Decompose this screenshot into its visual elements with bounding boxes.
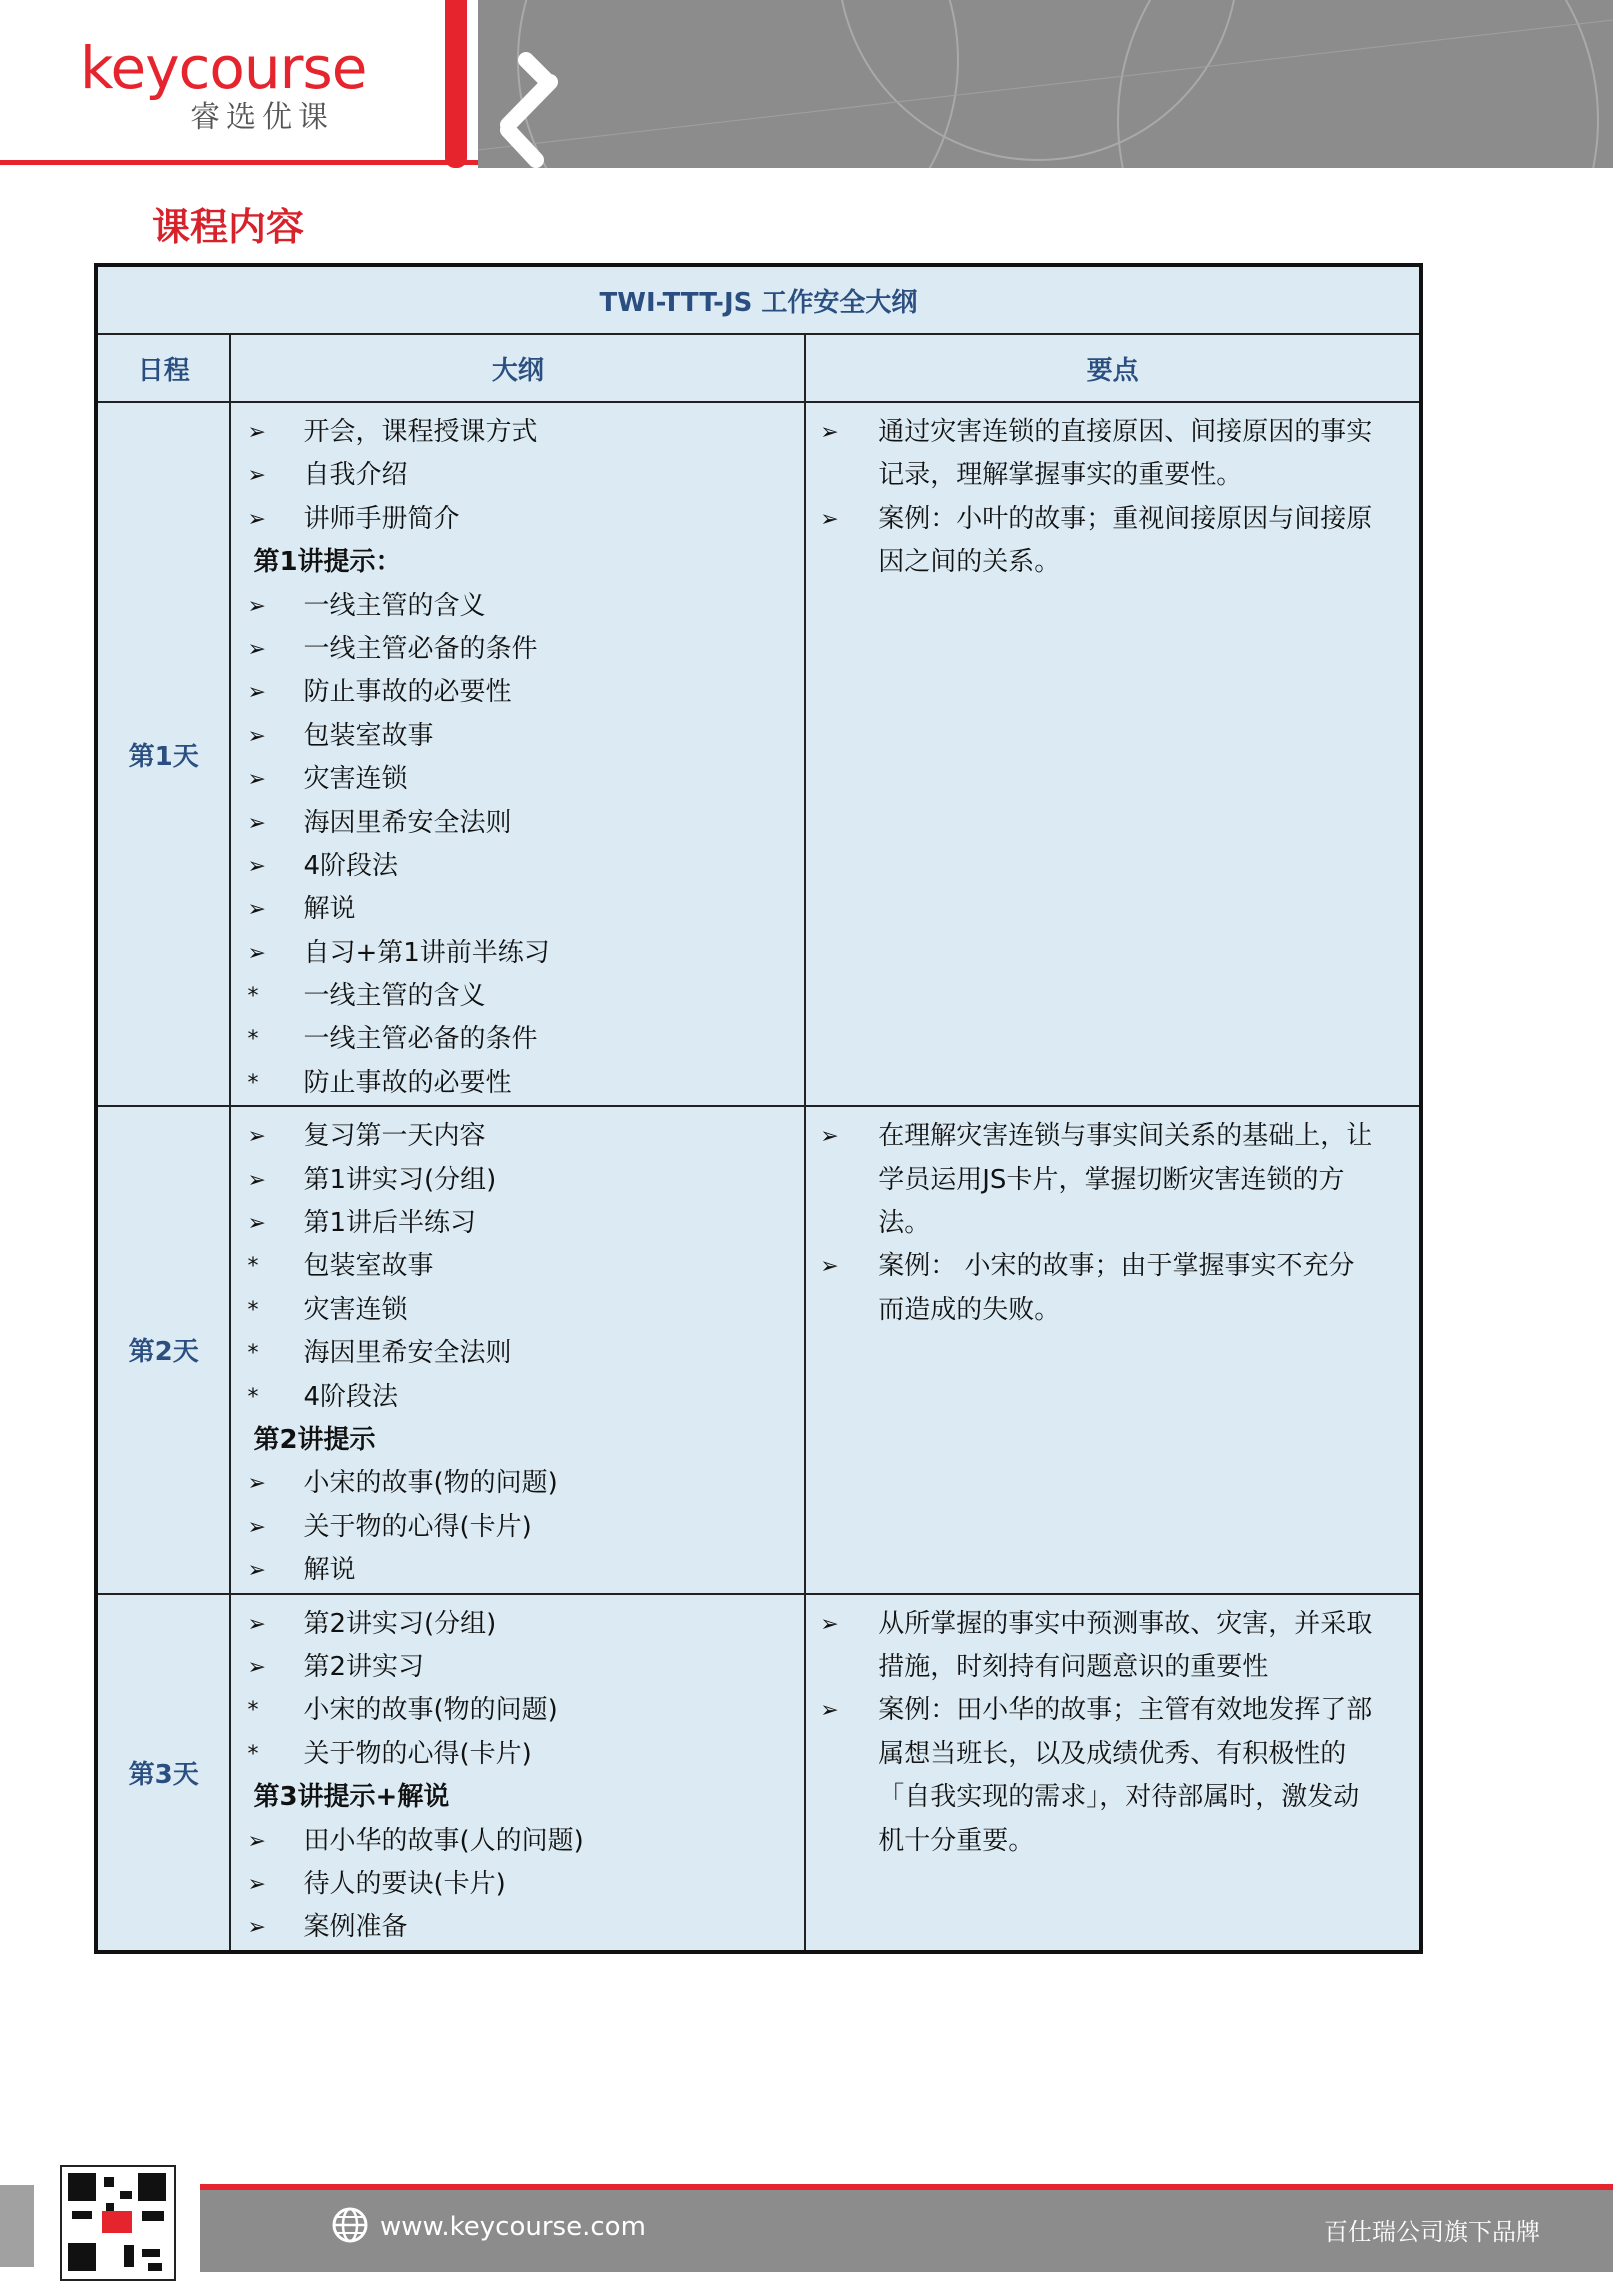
list-item-text: 防止事故的必要性 [303, 677, 512, 708]
list-item-text: 关于物的心得(卡片) [303, 1511, 532, 1542]
header-decoration [478, 0, 1613, 168]
arrow-bullet-icon: ➢ [247, 593, 266, 619]
list-item-text: 一线主管的含义 [303, 590, 486, 621]
key-point [806, 1245, 1419, 1332]
arrow-bullet-icon: ➢ [247, 897, 266, 923]
arrow-bullet-icon: ➢ [820, 420, 839, 445]
outline-list [231, 1107, 804, 1592]
header-outline: 大纲 [230, 334, 805, 402]
list-item [231, 1689, 804, 1732]
table-row [96, 1106, 1421, 1593]
list-item-text: 防止事故的必要性 [303, 1067, 512, 1098]
key-point [806, 411, 1419, 498]
list-item-text: 一线主管必备的条件 [303, 1024, 538, 1055]
arrow-bullet-icon: ➢ [820, 1611, 839, 1637]
outline-cell [230, 1594, 805, 1952]
list-item [231, 1906, 804, 1949]
arrow-bullet-icon: ➢ [247, 1514, 266, 1540]
arrow-bullet-icon: ➢ [247, 1471, 266, 1497]
outline-subheading [231, 1776, 804, 1819]
arrow-bullet-icon: ➢ [247, 1211, 266, 1237]
list-item [231, 454, 804, 497]
qr-code-icon [60, 2165, 176, 2281]
list-item-text: 第1讲后半练习 [303, 1208, 476, 1239]
asterisk-bullet-icon: * [247, 1070, 259, 1096]
list-item [231, 1506, 804, 1549]
globe-icon [330, 2205, 370, 2245]
table-row [96, 1594, 1421, 1952]
asterisk-bullet-icon: * [247, 984, 259, 1010]
list-item [231, 1549, 804, 1592]
key-point [806, 1603, 1419, 1690]
asterisk-bullet-icon: * [247, 1384, 259, 1410]
arrow-bullet-icon: ➢ [247, 1124, 266, 1150]
list-item [231, 1202, 804, 1245]
points-cell [805, 1106, 1421, 1593]
list-item-text: 自我介绍 [303, 460, 408, 491]
list-item-text: 一线主管的含义 [303, 981, 486, 1012]
points-list [806, 403, 1419, 585]
list-item-text: 复习第一天内容 [303, 1121, 486, 1152]
list-item [231, 1863, 804, 1906]
course-outline-table [94, 263, 1423, 1954]
arrow-bullet-icon: ➢ [247, 1828, 266, 1854]
points-cell [805, 1594, 1421, 1952]
list-item [231, 888, 804, 931]
header-white-area [0, 0, 478, 165]
header-schedule: 日程 [96, 334, 230, 402]
list-item-text: 案例准备 [303, 1912, 408, 1943]
table-row [96, 402, 1421, 1106]
list-item [231, 1646, 804, 1689]
list-item [231, 411, 804, 454]
arrow-bullet-icon: ➢ [820, 1254, 839, 1280]
section-title: 课程内容 [152, 205, 305, 249]
points-cell [805, 402, 1421, 1106]
list-item-text: 灾害连锁 [303, 1294, 408, 1325]
arrow-bullet-icon: ➢ [247, 1611, 266, 1637]
list-item [231, 1289, 804, 1332]
arrow-bullet-icon: ➢ [247, 940, 266, 966]
asterisk-bullet-icon: * [247, 1341, 259, 1367]
outline-subheading [231, 1419, 804, 1462]
arrow-bullet-icon: ➢ [247, 420, 266, 445]
key-point-text: 通过灾害连锁的直接原因、间接原因的事实记录，理解掌握事实的重要性。 [878, 417, 1373, 491]
key-point [806, 1115, 1419, 1245]
list-item [231, 628, 804, 671]
key-point [806, 1689, 1419, 1863]
arrow-bullet-icon: ➢ [247, 723, 266, 749]
list-item [231, 585, 804, 628]
list-item-text: 解说 [303, 1555, 356, 1586]
list-item-text: 讲师手册简介 [303, 503, 460, 534]
list-item [231, 975, 804, 1018]
arrow-bullet-icon: ➢ [820, 1698, 839, 1724]
key-point [806, 498, 1419, 585]
arrow-bullet-icon: ➢ [247, 767, 266, 793]
list-item-text: 第1讲提示： [253, 547, 402, 578]
key-point-text: 从所掌握的事实中预测事故、灾害，并采取措施，时刻持有问题意识的重要性 [878, 1608, 1373, 1682]
list-item [231, 1733, 804, 1776]
asterisk-bullet-icon: * [247, 1741, 259, 1767]
outline-list [231, 403, 804, 1105]
list-item-text: 小宋的故事(物的问题) [303, 1695, 558, 1726]
header-key-points: 要点 [805, 334, 1421, 402]
header-red-strip [445, 0, 467, 168]
asterisk-bullet-icon: * [247, 1297, 259, 1323]
arrow-bullet-icon: ➢ [820, 506, 839, 532]
key-point-text: 案例：田小华的故事；主管有效地发挥了部属想当班长，以及成绩优秀、有积极性的「自我实现的需求」，对待部属时，激发动机十分重要。 [878, 1695, 1373, 1856]
day-label: 第1天 [96, 402, 230, 1106]
list-item-text: 4阶段法 [303, 850, 398, 881]
asterisk-bullet-icon: * [247, 1698, 259, 1724]
arrow-bullet-icon: ➢ [820, 1124, 839, 1150]
key-point-text: 在理解灾害连锁与事实间关系的基础上，让学员运用JS卡片，掌握切断灾害连锁的方法。 [878, 1121, 1373, 1239]
points-list [806, 1107, 1419, 1332]
list-item-text: 包装室故事 [303, 1251, 434, 1282]
outline-cell [230, 402, 805, 1106]
arrow-bullet-icon: ➢ [247, 1654, 266, 1680]
list-item-text: 第2讲实习 [303, 1651, 424, 1682]
list-item-text: 海因里希安全法则 [303, 807, 512, 838]
arrow-bullet-icon: ➢ [247, 810, 266, 836]
list-item-text: 自习+第1讲前半练习 [303, 937, 550, 968]
list-item [231, 1159, 804, 1202]
list-item [231, 1462, 804, 1505]
list-item [231, 1062, 804, 1105]
arrow-bullet-icon: ➢ [247, 1167, 266, 1193]
list-item-text: 解说 [303, 894, 356, 925]
arrow-bullet-icon: ➢ [247, 1915, 266, 1941]
footer-left-bar [0, 2185, 34, 2267]
list-item-text: 第2讲实习(分组) [303, 1608, 497, 1639]
arrow-bullet-icon: ➢ [247, 1558, 266, 1584]
list-item [231, 845, 804, 888]
footer-url[interactable]: www.keycourse.com [380, 2212, 646, 2242]
day-label: 第3天 [96, 1594, 230, 1952]
list-item [231, 932, 804, 975]
list-item-text: 第1讲实习(分组) [303, 1164, 497, 1195]
arrow-bullet-icon: ➢ [247, 506, 266, 532]
list-item-text: 开会，课程授课方式 [303, 417, 538, 447]
list-item [231, 1332, 804, 1375]
list-item-text: 一线主管必备的条件 [303, 633, 538, 664]
arrow-bullet-icon: ➢ [247, 636, 266, 662]
list-item-text: 小宋的故事(物的问题) [303, 1468, 558, 1499]
list-item [231, 671, 804, 714]
list-item [231, 1820, 804, 1863]
list-item [231, 802, 804, 845]
list-item [231, 498, 804, 541]
list-item-text: 田小华的故事(人的问题) [303, 1825, 584, 1856]
arrow-bullet-icon: ➢ [247, 853, 266, 879]
list-item [231, 1376, 804, 1419]
list-item [231, 1115, 804, 1158]
asterisk-bullet-icon: * [247, 1254, 259, 1280]
asterisk-bullet-icon: * [247, 1027, 259, 1053]
points-list [806, 1595, 1419, 1863]
key-point-text: 案例：小叶的故事；重视间接原因与间接原因之间的关系。 [878, 503, 1373, 578]
list-item [231, 715, 804, 758]
list-item [231, 758, 804, 801]
list-item-text: 海因里希安全法则 [303, 1338, 512, 1369]
list-item [231, 1245, 804, 1288]
list-item-text: 灾害连锁 [303, 764, 408, 795]
outline-list [231, 1595, 804, 1950]
arrow-bullet-icon: ➢ [247, 463, 266, 489]
key-point-text: 案例： 小宋的故事；由于掌握事实不充分而造成的失败。 [878, 1251, 1355, 1325]
list-item-text: 4阶段法 [303, 1381, 398, 1412]
footer-brand: 百仕瑞公司旗下品牌 [1324, 2218, 1540, 2246]
list-item [231, 1018, 804, 1061]
list-item [231, 1603, 804, 1646]
logo-subtitle: 睿选优课 [190, 100, 334, 135]
outline-cell [230, 1106, 805, 1593]
header-gray-banner [478, 0, 1613, 168]
logo-text: keycourse [80, 34, 367, 102]
arrow-bullet-icon: ➢ [247, 1871, 266, 1897]
day-label: 第2天 [96, 1106, 230, 1593]
list-item-text: 第2讲提示 [253, 1424, 376, 1455]
arrow-bullet-icon: ➢ [247, 680, 266, 706]
outline-subheading [231, 541, 804, 584]
table-caption: TWI-TTT-JS 工作安全大纲 [96, 265, 1421, 334]
list-item-text: 待人的要诀(卡片) [303, 1868, 506, 1899]
list-item-text: 第3讲提示+解说 [253, 1782, 450, 1813]
list-item-text: 关于物的心得(卡片) [303, 1738, 532, 1769]
list-item-text: 包装室故事 [303, 720, 434, 751]
